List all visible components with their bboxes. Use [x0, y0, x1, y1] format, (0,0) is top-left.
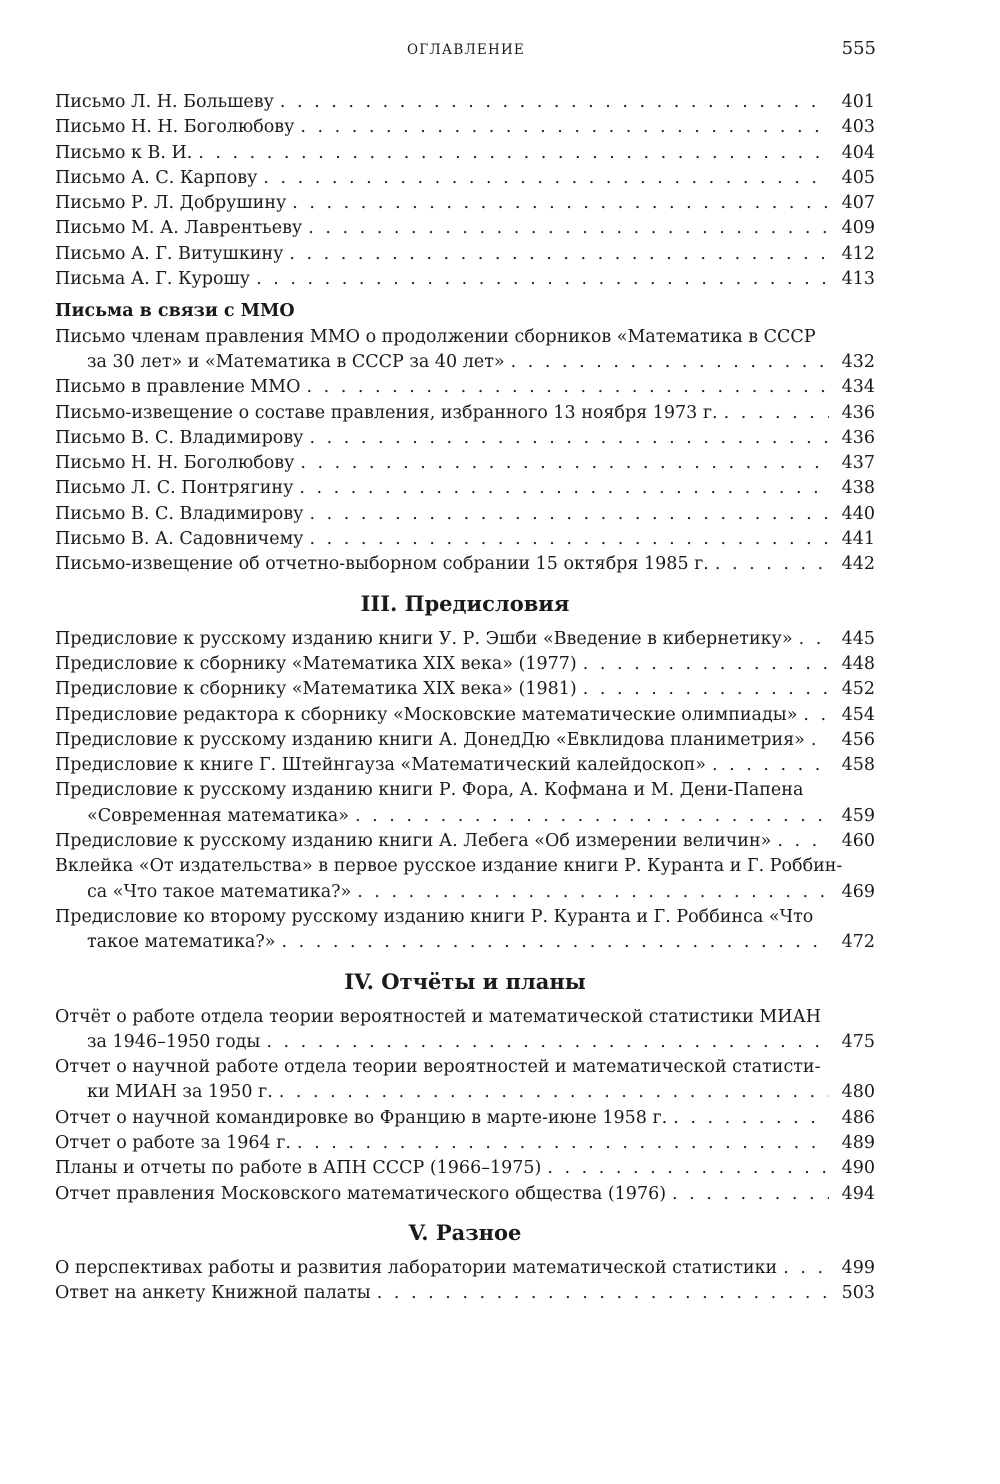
section-title-reports: IV. Отчёты и планы [344, 968, 586, 994]
leader-dots [673, 1106, 829, 1131]
leader-dots [299, 476, 829, 501]
toc-entry-page: 441 [841, 529, 875, 550]
toc-entry-page: 459 [841, 805, 875, 826]
leader-dots [266, 1030, 829, 1055]
toc-entry-line1 [55, 778, 875, 803]
toc-entry [55, 728, 875, 753]
toc-entry-line1 [55, 854, 875, 879]
leader-dots [289, 242, 829, 267]
leader-dots [355, 804, 829, 829]
toc-entry-title: Отчет о научной командировке во Францию в марте-июне 1958 г. [55, 1107, 668, 1128]
leader-dots [256, 267, 829, 292]
toc-entry-page: 407 [841, 193, 875, 214]
leader-dots [783, 1256, 829, 1281]
leader-dots [309, 527, 829, 552]
toc-entry [55, 426, 875, 451]
toc-entry-title: Письмо в правление ММО [55, 377, 301, 398]
toc-entry-title: Предисловие к книге Г. Штейнгауза «Математический калейдоскоп» [55, 755, 706, 776]
toc-entry-page: 448 [841, 653, 875, 674]
leader-dots [292, 191, 829, 216]
leader-dots [280, 90, 829, 115]
toc-entry [55, 216, 875, 241]
toc-entry-title: Письмо М. А. Лаврентьеву [55, 218, 303, 239]
toc-entry [55, 191, 875, 216]
leader-dots [308, 216, 829, 241]
toc-entry [55, 1131, 875, 1156]
toc-entry [55, 829, 875, 854]
toc-entry [55, 677, 875, 702]
toc-entry-page: 494 [841, 1183, 875, 1204]
toc-entry-title: Письмо Л. Н. Большеву [55, 92, 274, 112]
toc-entry-title: Отчет правления Московского математического общества (1976) [55, 1183, 667, 1204]
leader-dots [281, 930, 829, 955]
toc-entry [55, 375, 875, 400]
toc-entry [55, 880, 875, 905]
toc-entry-page: 412 [841, 243, 875, 264]
toc [55, 90, 875, 1306]
toc-entry-page: 405 [841, 167, 875, 188]
section-title-prefaces: III. Предисловия [360, 590, 570, 616]
toc-entry-title: Отчёт о работе отдела теории вероятностей и математической статистики МИАН [55, 1006, 822, 1027]
toc-entry-page: 434 [841, 377, 875, 398]
toc-entry [55, 527, 875, 552]
toc-entry [55, 166, 875, 191]
toc-entry [55, 1106, 875, 1131]
leader-dots [198, 141, 829, 166]
leader-dots [547, 1156, 829, 1181]
toc-entry-title: Письмо В. А. Садовничему [55, 529, 304, 550]
section-title-misc: V. Разное [408, 1219, 522, 1245]
toc-entry [55, 476, 875, 501]
toc-entry-page: 413 [841, 269, 875, 290]
toc-entry [55, 141, 875, 166]
toc-entry [55, 1281, 875, 1306]
leader-dots [357, 880, 829, 905]
toc-group-letters [55, 90, 875, 292]
leader-dots [799, 627, 829, 652]
toc-entry-page: 499 [841, 1257, 875, 1278]
running-title: ОГЛАВЛЕНИЕ [407, 42, 525, 58]
toc-entry [55, 703, 875, 728]
toc-entry-title: Письмо А. Г. Витушкину [55, 243, 284, 264]
toc-entry-page: 442 [841, 554, 875, 575]
leader-dots [712, 753, 829, 778]
toc-entry-title: Предисловие ко второму русскому изданию книги Р. Куранта и Г. Роббинса «Что [55, 906, 814, 927]
toc-entry-title: Отчет о научной работе отдела теории вероятностей и математической статисти- [55, 1057, 821, 1078]
toc-entry-title: такое математика?» [87, 932, 276, 953]
toc-entry-page: 458 [841, 755, 875, 776]
leader-dots [777, 829, 829, 854]
toc-entry [55, 115, 875, 140]
toc-entry-page: 472 [841, 932, 875, 953]
toc-entry-page: 454 [841, 704, 875, 725]
toc-entry-title: Письмо Л. С. Понтрягину [55, 478, 294, 499]
toc-entry-page: 475 [841, 1031, 875, 1052]
leader-dots [803, 703, 829, 728]
leader-dots [724, 401, 829, 426]
page-number: 555 [841, 38, 876, 59]
toc-entry [55, 627, 875, 652]
leader-dots [583, 652, 829, 677]
toc-entry [55, 451, 875, 476]
toc-entry-title: Письмо Н. Н. Боголюбову [55, 117, 295, 138]
toc-entry-title: Предисловие к русскому изданию книги А. Лебега «Об измерении величин» [55, 831, 772, 852]
toc-entry [55, 1256, 875, 1281]
toc-entry-title: Ответ на анкету Книжной палаты [55, 1283, 371, 1304]
leader-dots [811, 728, 829, 753]
toc-entry-page: 403 [841, 117, 875, 138]
toc-entry-page: 469 [841, 881, 875, 902]
toc-entry-page: 456 [841, 729, 875, 750]
toc-group-mmo [55, 325, 875, 578]
toc-entry [55, 1030, 875, 1055]
toc-entry [55, 552, 875, 577]
toc-entry-title: Письмо Р. Л. Добрушину [55, 193, 287, 214]
toc-group-prefaces [55, 627, 875, 956]
toc-entry-line1 [55, 905, 875, 930]
leader-dots [715, 552, 829, 577]
toc-entry-line1 [55, 325, 875, 350]
toc-entry-page: 503 [841, 1283, 875, 1304]
toc-entry-title: «Современная математика» [87, 805, 349, 826]
toc-entry-title: Предисловие редактора к сборнику «Московские математические олимпиады» [55, 704, 798, 725]
leader-dots [511, 350, 829, 375]
toc-entry-title: за 1946–1950 годы [87, 1031, 261, 1052]
toc-entry-title: О перспективах работы и развития лаборатории математической статистики [55, 1257, 778, 1278]
toc-entry-page: 489 [841, 1132, 875, 1153]
toc-entry-page: 436 [841, 427, 875, 448]
toc-entry [55, 652, 875, 677]
toc-entry-title: Письмо-извещение об отчетно-выборном собрании 15 октября 1985 г. [55, 554, 709, 575]
toc-group-reports [55, 1005, 875, 1207]
leader-dots [297, 1131, 829, 1156]
leader-dots [309, 426, 829, 451]
leader-dots [306, 375, 829, 400]
toc-entry-page: 490 [841, 1158, 875, 1179]
toc-entry-title: Письмо В. С. Владимирову [55, 427, 304, 448]
leader-dots [309, 502, 829, 527]
toc-entry-title: Письмо В. С. Владимирову [55, 503, 304, 524]
toc-entry [55, 930, 875, 955]
leader-dots [263, 166, 829, 191]
toc-entry-title: за 30 лет» и «Математика в СССР за 40 лет» [87, 351, 505, 372]
toc-entry-page: 480 [841, 1082, 875, 1103]
toc-entry-page: 460 [841, 831, 875, 852]
toc-entry-page: 438 [841, 478, 875, 499]
subsection-heading-mmo: Письма в связи с ММО [55, 301, 295, 322]
toc-entry-title: Предисловие к сборнику «Математика XIX века» (1977) [55, 653, 577, 674]
leader-dots [672, 1182, 829, 1207]
toc-entry-title: Письмо к В. И. [55, 142, 193, 163]
toc-group-misc [55, 1256, 875, 1307]
leader-dots [300, 451, 829, 476]
toc-entry-title: Письмо членам правления ММО о продолжении сборников «Математика в СССР [55, 326, 816, 347]
toc-entry-page: 401 [841, 92, 875, 112]
toc-entry-title: ки МИАН за 1950 г. [87, 1082, 273, 1103]
toc-entry-page: 486 [841, 1107, 875, 1128]
toc-entry [55, 1182, 875, 1207]
toc-entry-title: Предисловие к сборнику «Математика XIX века» (1981) [55, 679, 577, 700]
toc-entry-page: 432 [841, 351, 875, 372]
toc-entry-page: 452 [841, 679, 875, 700]
toc-entry-title: Письма А. Г. Курошу [55, 269, 251, 290]
toc-entry-title: Планы и отчеты по работе в АПН СССР (1966–1975) [55, 1158, 542, 1179]
toc-entry [55, 350, 875, 375]
toc-entry [55, 804, 875, 829]
toc-entry [55, 401, 875, 426]
leader-dots [583, 677, 829, 702]
leader-dots [279, 1080, 829, 1105]
leader-dots [377, 1281, 829, 1306]
toc-entry [55, 1080, 875, 1105]
toc-entry-line1 [55, 1005, 875, 1030]
toc-entry [55, 242, 875, 267]
toc-entry [55, 267, 875, 292]
toc-entry-page: 437 [841, 453, 875, 474]
toc-entry [55, 753, 875, 778]
leader-dots [300, 115, 829, 140]
toc-entry-title: Предисловие к русскому изданию книги У. Р. Эшби «Введение в кибернетику» [55, 628, 793, 649]
toc-entry-page: 404 [841, 142, 875, 163]
toc-entry-title: Вклейка «От издательства» в первое русское издание книги Р. Куранта и Г. Роббин- [55, 856, 843, 877]
toc-entry-title: Письмо Н. Н. Боголюбову [55, 453, 295, 474]
toc-entry-title: Предисловие к русскому изданию книги А. ДонедДю «Евклидова планиметрия» [55, 729, 805, 750]
toc-entry-title: Отчет о работе за 1964 г. [55, 1132, 291, 1153]
toc-entry-line1 [55, 1055, 875, 1080]
toc-entry-title: Предисловие к русскому изданию книги Р. Фора, А. Кофмана и М. Дени-Папена [55, 780, 804, 801]
toc-entry [55, 1156, 875, 1181]
toc-entry [55, 502, 875, 527]
toc-entry-title: са «Что такое математика?» [87, 881, 352, 902]
toc-entry-title: Письмо-извещение о составе правления, избранного 13 ноября 1973 г. [55, 402, 718, 423]
toc-entry-page: 436 [841, 402, 875, 423]
toc-entry-page: 440 [841, 503, 875, 524]
toc-entry-title: Письмо А. С. Карпову [55, 167, 258, 188]
toc-entry-page: 409 [841, 218, 875, 239]
toc-entry-page: 445 [841, 628, 875, 649]
toc-entry [55, 90, 875, 115]
